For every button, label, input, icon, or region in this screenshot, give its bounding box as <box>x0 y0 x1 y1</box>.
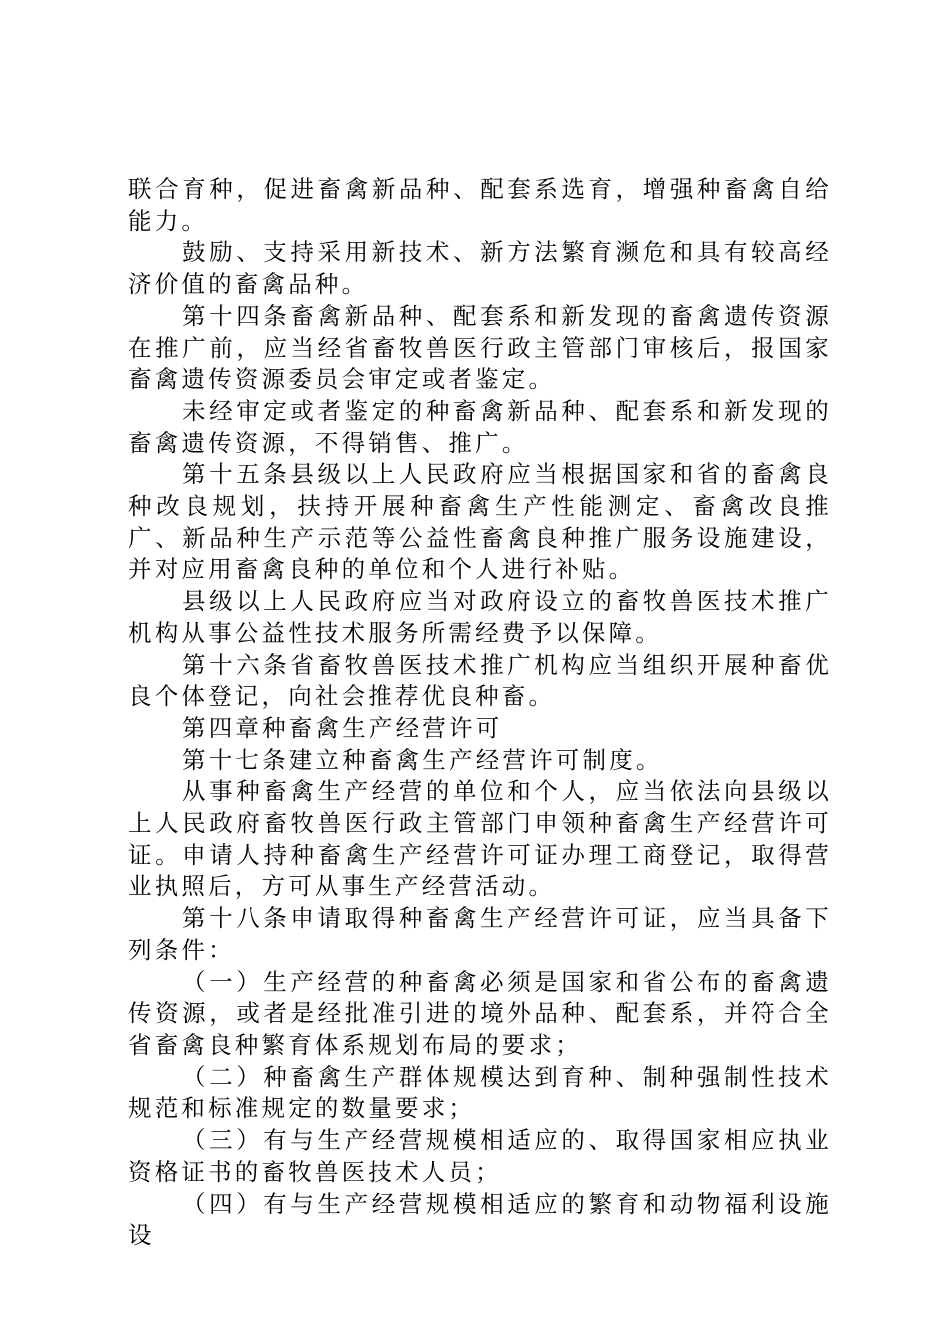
paragraph-article-15: 第十五条县级以上人民政府应当根据国家和省的畜禽良种改良规划，扶持开展种畜禽生产性能测定、畜禽改良推广、新品种生产示范等公益性畜禽良种推广服务设施建设，并对应用畜禽良种的单位和个人进行补贴。 <box>128 460 832 584</box>
paragraph-article-14-prohibition: 未经审定或者鉴定的种畜禽新品种、配套系和新发现的畜禽遗传资源，不得销售、推广。 <box>128 396 832 457</box>
list-item-condition-4: （四）有与生产经营规模相适应的繁育和动物福利设施设 <box>128 1189 832 1250</box>
paragraph-article-17-license: 从事种畜禽生产经营的单位和个人，应当依法向县级以上人民政府畜牧兽医行政主管部门申领种畜禽生产经营许可证。申请人持种畜禽生产经营许可证办理工商登记，取得营业执照后，方可从事生产经营活动。 <box>128 777 832 901</box>
list-item-condition-2: （二）种畜禽生产群体规模达到育种、制种强制性技术规范和标准规定的数量要求； <box>128 1062 832 1123</box>
paragraph-continuation: 联合育种，促进畜禽新品种、配套系选育，增强种畜禽自给能力。 <box>128 175 832 235</box>
list-item-condition-1: （一）生产经营的种畜禽必须是国家和省公布的畜禽遗传资源，或者是经批准引进的境外品种、配套系，并符合全省畜禽良种繁育体系规划布局的要求； <box>128 967 832 1059</box>
paragraph-article-16: 第十六条省畜牧兽医技术推广机构应当组织开展种畜优良个体登记，向社会推荐优良种畜。 <box>128 650 832 711</box>
chapter-4-heading: 第四章种畜禽生产经营许可 <box>182 713 503 742</box>
paragraph-article-15-funding: 县级以上人民政府应当对政府设立的畜牧兽医技术推广机构从事公益性技术服务所需经费予以保障。 <box>128 587 832 647</box>
paragraph-article-14: 第十四条畜禽新品种、配套系和新发现的畜禽遗传资源在推广前，应当经省畜牧兽医行政主管部门审核后，报国家畜禽遗传资源委员会审定或者鉴定。 <box>128 301 832 394</box>
document-body <box>128 174 832 1252</box>
list-item-condition-3: （三）有与生产经营规模相适应的、取得国家相应执业资格证书的畜牧兽医技术人员； <box>128 1126 832 1186</box>
paragraph-article-17: 第十七条建立种畜禽生产经营许可制度。 <box>182 745 663 774</box>
paragraph-article-18: 第十八条申请取得种畜禽生产经营许可证，应当具备下列条件： <box>128 904 832 964</box>
paragraph-encourage-breeding: 鼓励、支持采用新技术、新方法繁育濒危和具有较高经济价值的畜禽品种。 <box>128 238 832 299</box>
